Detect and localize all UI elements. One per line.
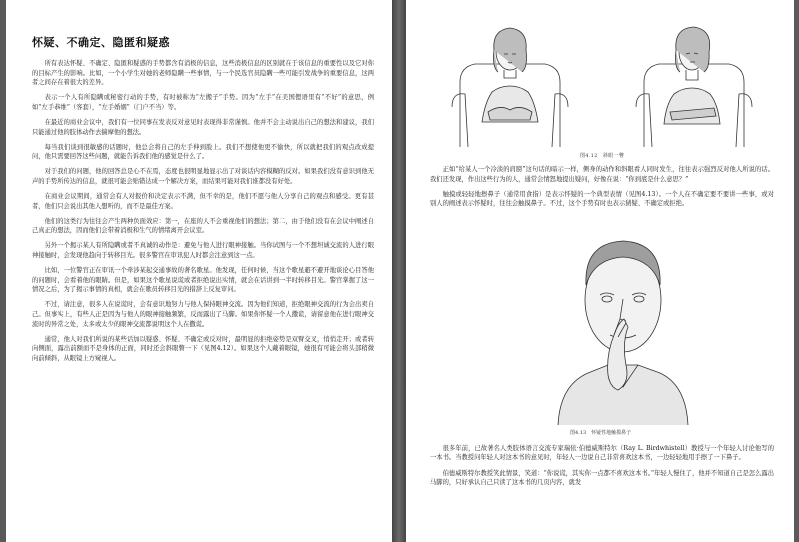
- book-gutter: [392, 0, 406, 542]
- paragraph: 触摸或轻轻地擦鼻子（通常用食指）是表示怀疑的一个典型表情（见图4.13）。一个人在不确定要不要讲一些事，或对别人的阐述表示怀疑时，往往会触摸鼻子。不过，这个手势有时也表示猜疑、不确定或拒绝。: [430, 190, 774, 208]
- woman-seated-sketch: [430, 12, 590, 150]
- paragraph: 对于我们的问题，他的回答总是心不在焉，态度也很明显地显示出了对谈话内容模糊的反对。如果我们没有意识到他无声的手势所传达的信息，就很可能会贴错达成一个解决方案，而结果可能对我们谁都没有好处。: [32, 168, 374, 185]
- figure-4-13: [548, 215, 698, 425]
- paragraph: 表示一个人有所隐瞒或秘密行动的手势，有时被称为“左搬子”手势。因为“左手”在美国俚语里有“不好”的意思，例如“左手恭维”（客套），“左手婚姻”（门户不当）等。: [32, 94, 374, 111]
- paragraph: 通常，他人对我们所说的某些话加以疑惑、怀疑、不确定或反对时，最明显的拒绝姿势是双臂交叉，悄悄走开；或者转向侧面，露出前额而不是身体的正面，同时还会斜眼瞥一下（见图4.12）。如果这个人戴着眼镜，她很有可能会将头部稍微向前倾斜，从眼镜上方窥视人。: [32, 335, 374, 362]
- woman-sideways-illustration: [614, 12, 774, 150]
- man-touching-nose-sketch: [548, 215, 698, 425]
- paragraph: 他们的这类行为往往会产生两种负面效应：第一，在座的人不会重视他们的想法；第二，由于他们没有在会议中阐述自己真正的想法，因而他们会带着消极和生气的情绪离开会议室。: [32, 217, 374, 235]
- woman-facing-illustration: [430, 12, 590, 150]
- chapter-title: 怀疑、不确定、隐匿和疑惑: [32, 36, 170, 49]
- paragraph: 正如“给某人一个冷淡的肩膀”这句话的暗示一样，侧身的动作和斜眼看人同时发生，往往表示强烈反对他人所说的话。我们还发现，作出这些行为的人，通常会情怒地提出疑问，好像在说：“你到底是什么意思？”: [430, 166, 774, 183]
- paragraph: 伯德威斯特尔教授笑此情景，笑道：“你说谎，其实你一点都不喜欢这本书。”年轻人慢住了，他并不知道自己是怎么露出马脚的，只好承认自己只读了这本书的几页内容，就发: [430, 469, 774, 487]
- paragraph: 所有表达怀疑、不确定、隐匿和疑惑的手势都含有消极的信息，这些消极信息的区别就在于该信息的重要性以及它对你的目标产生的影响。比如，一个小学生对她的老师隐瞒一些事情，与一个民选官员隐瞒一些可能引发战争的重要信息，这两者之间存在着很大的差异。: [32, 60, 374, 87]
- woman-glance-sketch: [614, 12, 774, 150]
- figure-caption: 图4.13 怀疑性地触摸鼻子: [570, 429, 632, 436]
- paragraph: 不过，请注意，很多人在说谎时，会有意识地努力与他人保持眼神交流。因为他们知道，拒绝眼神交流的行为会出卖自己。但事实上，有些人正是因为与他人的眼神接触频繁，反而露出了马脚。如果你怀疑一个人撒谎，请留意他在进行眼神交流时的异常之处，太多或太少的眼神交流都说明这个人在撒谎。: [32, 301, 374, 328]
- paragraph: 在最近的商业会议中，我们有一位同事在发表反对意见时表现得非常谨慎。他并不会主动说出自己的想法和建议，我们只能通过他的肢体动作去揣摩他的想法。: [32, 118, 374, 136]
- paragraph: 每当我们谈到很敏感的话题时，他总会将自己的左手伸到脸上。我们不想使他更不愉快，所以就把我们的观点改成提问，他只需要回答这些问题，就能告诉我们他的感觉是什么了。: [32, 143, 374, 161]
- figure-caption: 图4.12 斜眼一瞥: [580, 153, 625, 159]
- paragraph: 在商业会议期间，通常会有人对报价和决定表示不满，但不幸的是，他们不愿与他人分享自己的观点和感受。更有甚者，他们只会说出其他人想听的，而不是最佳方案。: [32, 193, 374, 210]
- paragraph: 比如，一位警官正在审讯一个牵涉某起交通事故的著名歌星。他发现，任何时候，当这个歌星避不避开地谈论心目答他的问题时，会看着他的眼睛。但是，如果这个歌星说谎或者拒绝说出实情，就会在话讲到一半时转移目光。警官掌握了这一情况之后，为了揭示事情的真相，就会在歌员转移目光的措辞上反复审问。: [32, 267, 374, 294]
- paragraph: 很多年前，已故著名人类肢体语言交流专家瑞依·伯德威斯特尔（Ray L. Birdwhistell）教授与一个年轻人讨论他写的一本书。当教授问年轻人对这本书的意见时，年轻人一边说自己非常喜欢这本书，一边轻轻地用手擦了一下鼻子。: [430, 444, 774, 462]
- paragraph: 另外一个揭示某人有所隐瞒或者不真诚的动作是：避免与他人进行眼神接触。当你试图与一个不想坦诚交流的人进行眼神接触时，会发现他趋向于转移目光。很多警官在审讯犯人时都会注意到这一点。: [32, 242, 374, 259]
- left-page: [6, 0, 392, 542]
- right-page: [406, 0, 794, 542]
- figure-4-12: [430, 12, 774, 150]
